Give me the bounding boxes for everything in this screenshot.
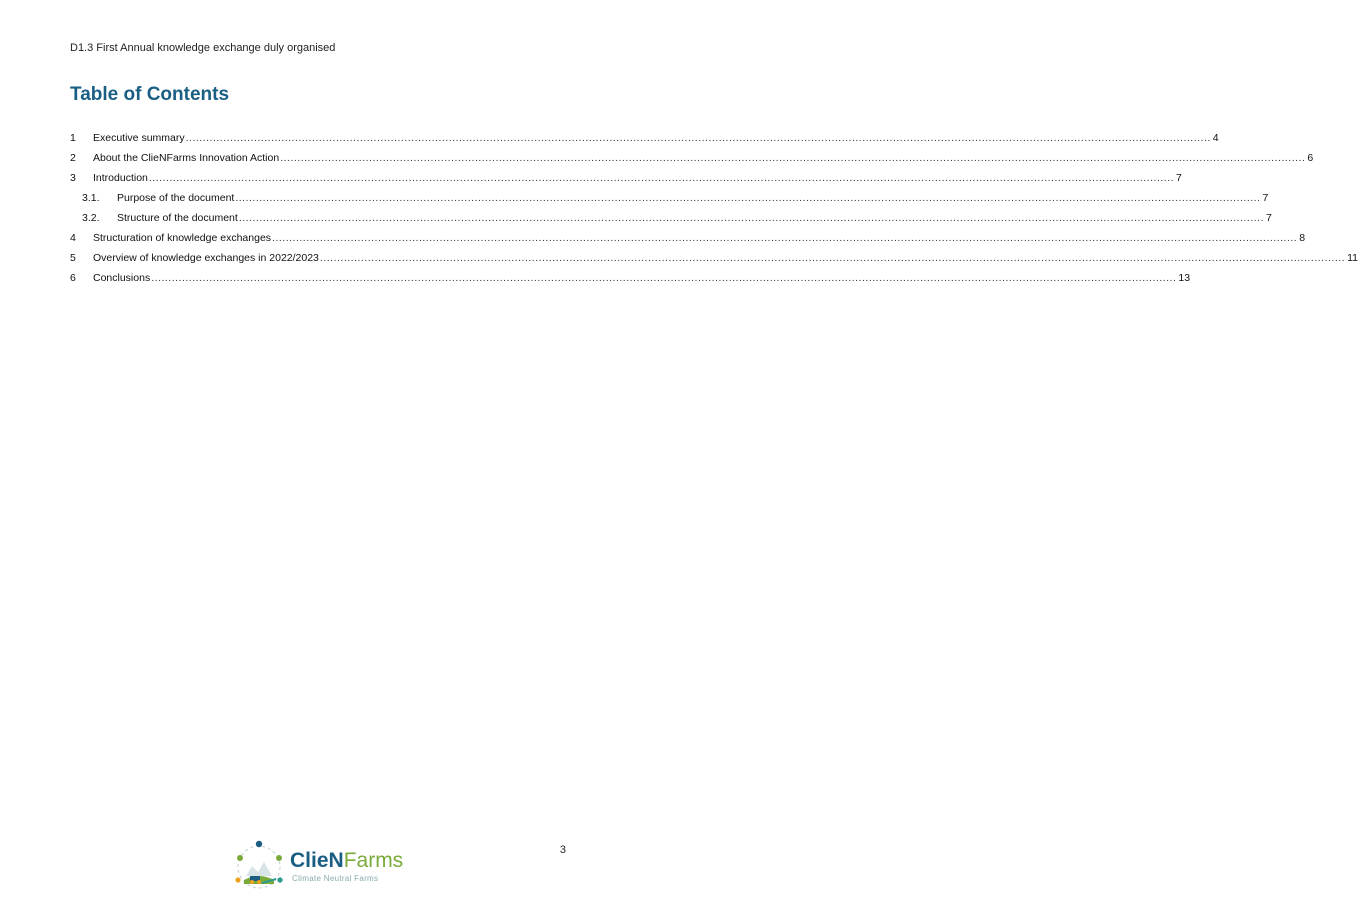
toc-entry-page: 13: [1178, 272, 1191, 284]
toc-entry-number: 1: [70, 132, 76, 144]
toc-entry-label: Conclusions: [93, 272, 151, 284]
toc-entry-purpose[interactable]: [70, 188, 1269, 208]
logo-name-light: Farms: [343, 849, 404, 872]
farm-emblem-icon: [232, 838, 288, 894]
toc-entry-number: 3: [70, 172, 76, 184]
clienfarms-logo: [232, 838, 412, 894]
toc-entry-label: Overview of knowledge exchanges in 2022/2023: [93, 252, 319, 264]
toc-entry-structure[interactable]: [70, 208, 1272, 228]
logo-tagline: Climate Neutral Farms: [292, 874, 379, 883]
toc-entry-number: 6: [70, 272, 76, 284]
toc-entry-label: Purpose of the document: [117, 192, 235, 204]
logo-wordmark: [290, 850, 403, 871]
toc-dot-leader: ............................................................................................................................................................................................................................................................................................................: [185, 132, 1211, 144]
toc-entry-structuration[interactable]: [70, 228, 1306, 248]
toc-dot-leader: ............................................................................................................................................................................................................................................................................................................: [272, 232, 1298, 244]
toc-entry-number: 2: [70, 152, 76, 164]
logo-name-bold: ClieN: [290, 849, 344, 872]
toc-entry-number: 3.2.: [82, 212, 100, 224]
toc-dot-leader: ............................................................................................................................................................................................................................................................................................................: [148, 172, 1175, 184]
toc-dot-leader: ............................................................................................................................................................................................................................................................................................................: [235, 192, 1261, 204]
toc-dot-leader: ............................................................................................................................................................................................................................................................................................................: [319, 252, 1346, 264]
toc-entry-page: 7: [1262, 192, 1269, 204]
toc-entry-page: 7: [1176, 172, 1182, 184]
toc-entry-conclusions[interactable]: [70, 268, 1191, 288]
toc-entry-introduction[interactable]: [70, 168, 1182, 188]
toc-dot-leader: ............................................................................................................................................................................................................................................................................................................: [151, 272, 1177, 284]
toc-entry-number: 3.1.: [82, 192, 100, 204]
toc-entry-about-cliefarms[interactable]: [70, 148, 1314, 168]
toc-entry-page: 11: [1347, 252, 1358, 264]
running-header: D1.3 First Annual knowledge exchange duly organised: [70, 42, 336, 54]
toc-entry-label: Structure of the document: [117, 212, 238, 224]
toc-dot-leader: ............................................................................................................................................................................................................................................................................................................: [280, 152, 1306, 164]
toc-entry-page: 4: [1212, 132, 1219, 144]
toc-entry-page: 7: [1266, 212, 1272, 224]
toc-entry-label: Structuration of knowledge exchanges: [93, 232, 272, 244]
toc-entry-executive-summary[interactable]: [70, 128, 1219, 148]
toc-entry-number: 5: [70, 252, 76, 264]
page-number: 3: [559, 844, 566, 856]
toc-entry-page: 8: [1299, 232, 1306, 244]
toc-entry-number: 4: [70, 232, 76, 244]
toc-title: Table of Contents: [70, 84, 230, 105]
toc-dot-leader: ............................................................................................................................................................................................................................................................................................................: [238, 212, 1264, 224]
toc-entry-overview[interactable]: [70, 248, 1358, 268]
toc-entry-label: About the ClieNFarms Innovation Action: [93, 152, 280, 164]
toc-entry-page: 6: [1307, 152, 1314, 164]
table-of-contents: [70, 128, 1358, 288]
toc-entry-label: Introduction: [93, 172, 148, 184]
toc-entry-label: Executive summary: [93, 132, 185, 144]
